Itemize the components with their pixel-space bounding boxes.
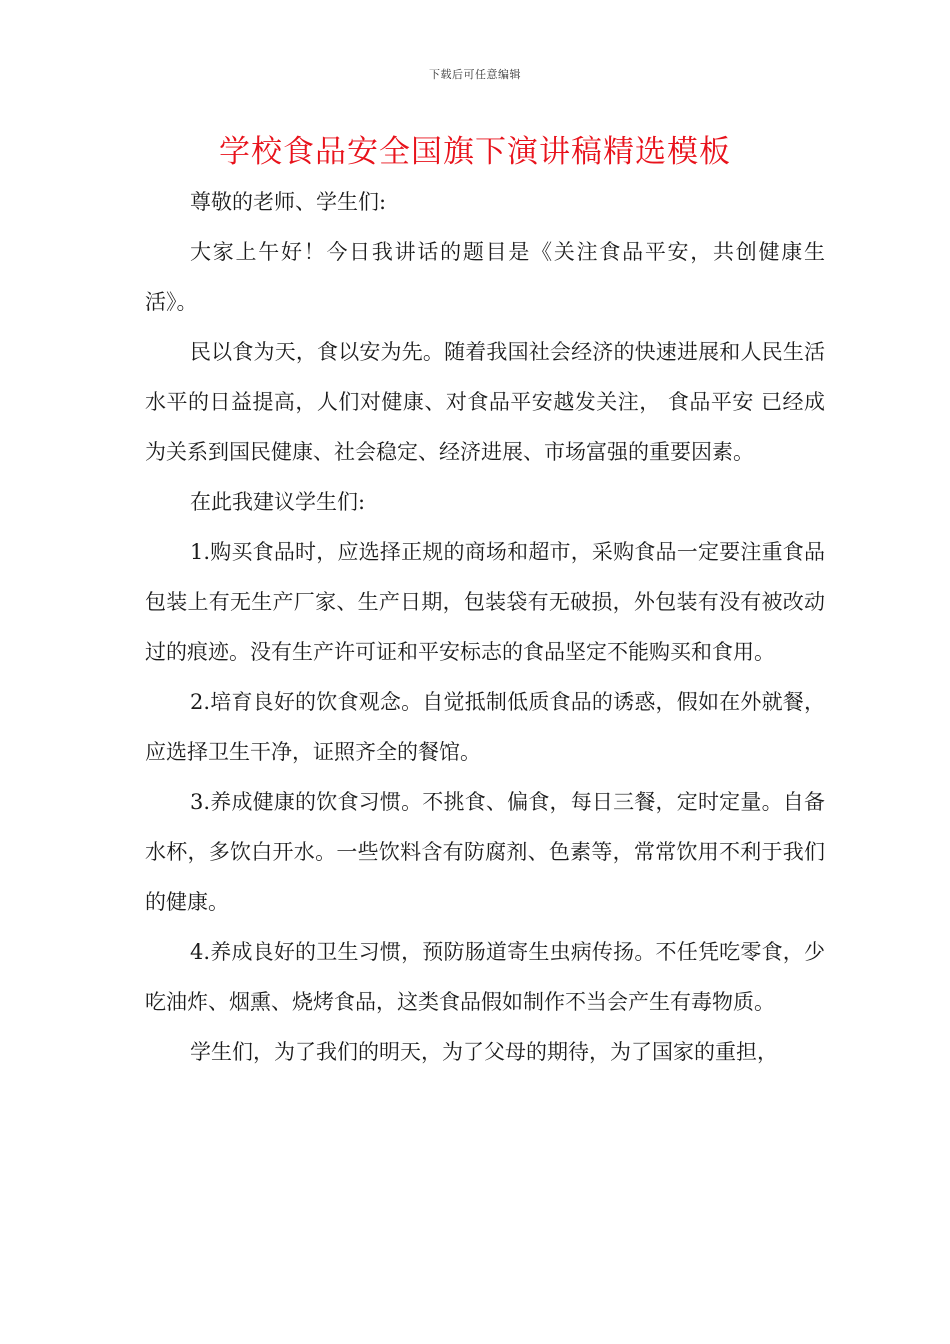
- header-note: 下载后可任意编辑: [429, 68, 521, 81]
- paragraph-suggestion-intro: 在此我建议学生们:: [190, 490, 366, 514]
- paragraph-suggestion-2: 2.培育良好的饮食观念。自觉抵制低质食品的诱惑，假如在外就餐，应选择卫生干净，证照齐全的餐馆。: [145, 690, 825, 764]
- document-body: [145, 177, 825, 1077]
- paragraph-closing: 学生们，为了我们的明天，为了父母的期待，为了国家的重担，: [190, 1040, 778, 1064]
- paragraph-context: 民以食为天，食以安为先。随着我国社会经济的快速进展和人民生活水平的日益提高，人们对健康、对食品平安越发关注， 食品平安 已经成为关系到国民健康、社会稳定、经济进展、市场富强的重要因素。: [145, 340, 825, 464]
- paragraph-opening: 大家上午好！今日我讲话的题目是《关注食品平安，共创健康生活》。: [145, 240, 825, 314]
- paragraph-suggestion-1: 1.购买食品时，应选择正规的商场和超市，采购食品一定要注重食品包装上有无生产厂家、生产日期，包装袋有无破损，外包装有没有被改动过的痕迹。没有生产许可证和平安标志的食品坚定不能购买和食用。: [145, 540, 825, 664]
- paragraph-suggestion-4: 4.养成良好的卫生习惯，预防肠道寄生虫病传扬。不任凭吃零食，少吃油炸、烟熏、烧烤食品，这类食品假如制作不当会产生有毒物质。: [145, 940, 825, 1014]
- paragraph-suggestion-3: 3.养成健康的饮食习惯。不挑食、偏食，每日三餐，定时定量。自备水杯，多饮白开水。一些饮料含有防腐剂、色素等，常常饮用不利于我们的健康。: [145, 790, 825, 914]
- document-title: 学校食品安全国旗下演讲稿精选模板: [219, 134, 731, 170]
- paragraph-greeting: 尊敬的老师、学生们:: [190, 190, 387, 214]
